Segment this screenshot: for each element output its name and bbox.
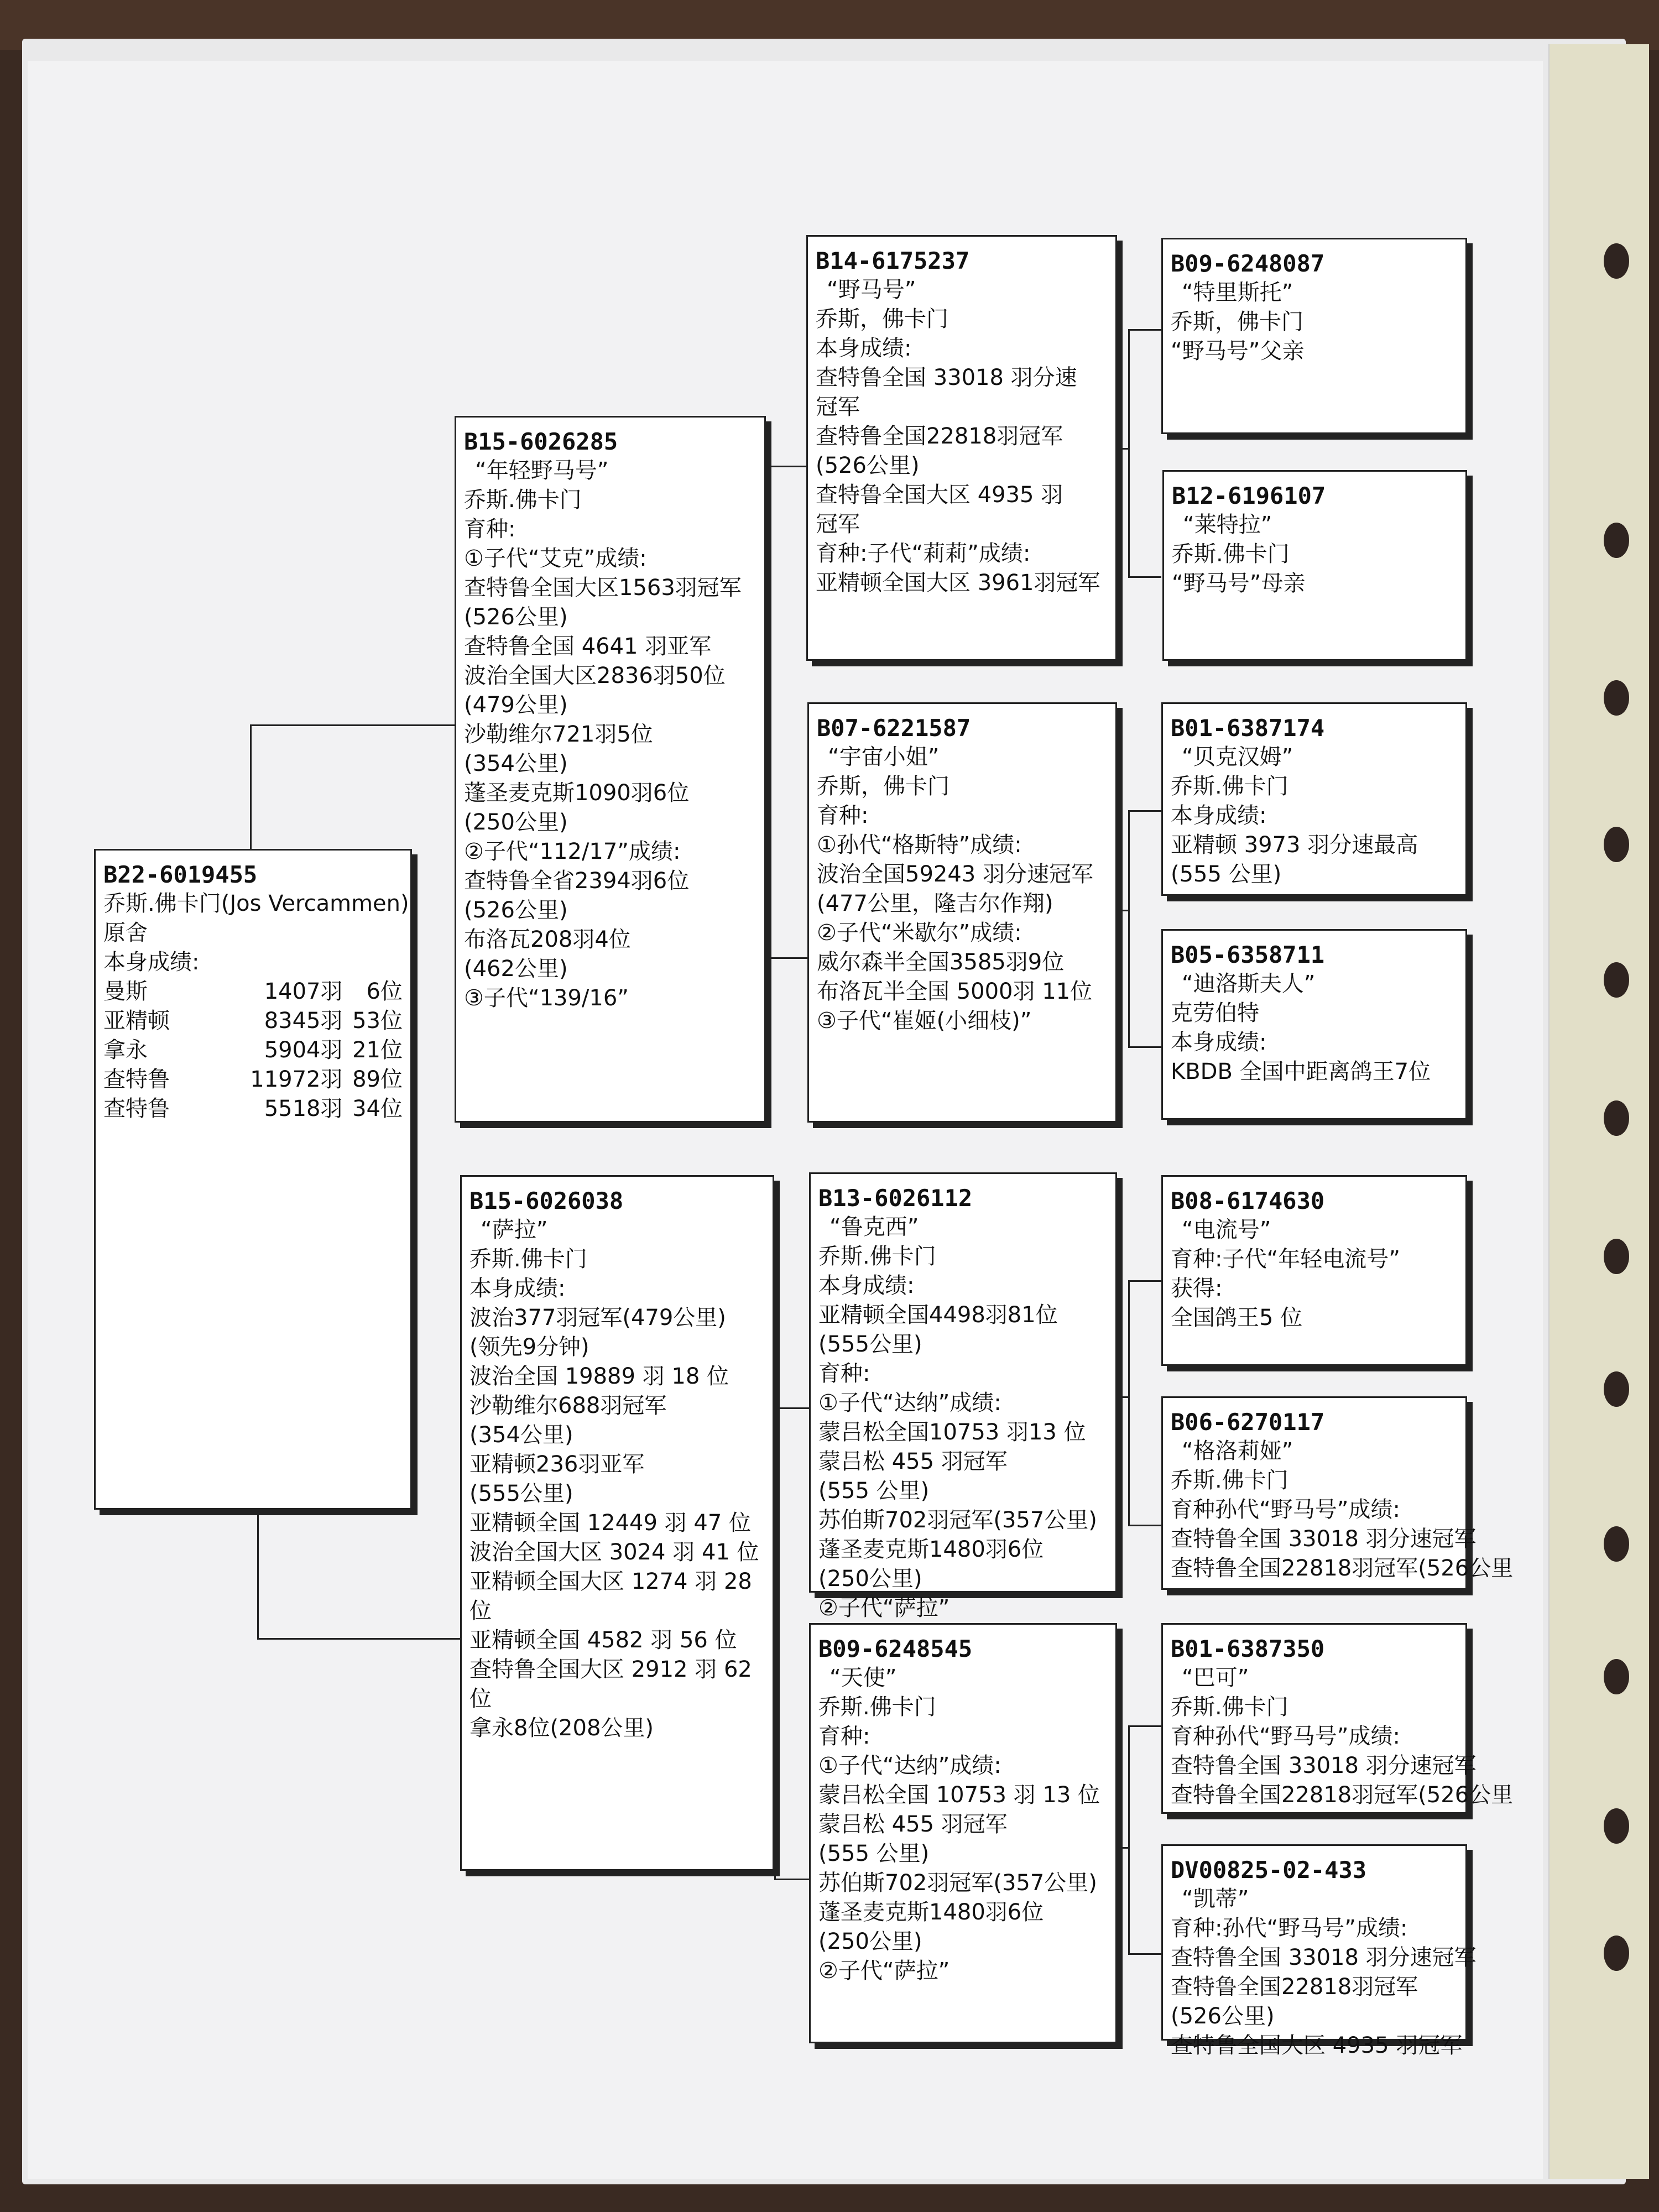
pedigree-text-line: 育种:孙代“野马号”成绩: [1171,1916,1408,1941]
pedigree-text-line: 育种:子代“莉莉”成绩: [816,541,1031,566]
connector-line [1128,1725,1130,1955]
pedigree-box-main [94,849,412,1510]
pedigree-text-line: 查特鲁全国大区 4935 羽冠军 [1171,2033,1463,2058]
pedigree-text-line: ②子代“萨拉” [818,1595,950,1621]
connector-line [774,1407,810,1409]
pedigree-text-line: 育种孙代“野马号”成绩: [1171,1497,1400,1522]
pedigree-text-line: 乔斯，佛卡门 [1171,309,1303,335]
pedigree-text-line: (526公里) [1171,2004,1275,2029]
pedigree-text-line: 本身成绩: [469,1276,566,1301]
punch-hole [1604,680,1629,716]
pedigree-text-line: 获得: [1171,1276,1223,1301]
pedigree-text-line: 查特鲁全国22818羽冠军 [816,424,1063,449]
connector-line [1117,910,1129,911]
pedigree-box-sire [455,416,766,1123]
pedigree-text-line: 本身成绩: [816,336,912,361]
pedigree-box-sire-sire [806,235,1117,661]
ring-number: B05-6358711 [1171,941,1325,968]
pedigree-text-line: (526公里) [464,604,568,630]
pedigree-text-line: (250公里) [818,1566,922,1592]
pedigree-text-line: 本身成绩: [1171,803,1267,828]
bird-name: “鲁克西” [830,1214,919,1240]
result-row [103,1065,403,1094]
race-rank: 89位 [352,1067,403,1092]
connector-line [774,1879,810,1880]
race-rank: 34位 [352,1096,403,1121]
pedigree-text-line: ①孙代“格斯特”成绩: [817,832,1022,858]
bird-name: “野马号” [827,277,916,302]
pedigree-text-line: 育种: [817,803,869,828]
pedigree-text-line: 查特鲁全国22818羽冠军(526公里 [1171,1556,1514,1581]
pedigree-text-line: (555 公里) [818,1841,930,1866]
ring-number: B15-6026038 [469,1187,624,1214]
race-rank: 53位 [352,1008,403,1034]
race-rank: 6位 [366,979,403,1004]
ring-number: DV00825-02-433 [1171,1856,1367,1884]
pedigree-text-line: 沙勒维尔721羽5位 [464,722,653,747]
pedigree-box-gg3 [1161,702,1467,896]
pedigree-text-line: ②子代“112/17”成绩: [464,839,681,864]
pedigree-text-line: ③子代“139/16” [464,985,629,1011]
punch-hole [1604,827,1629,862]
pedigree-box-gg6 [1161,1396,1514,1590]
owner-text: 乔斯.佛卡门(Jos Vercammen) [103,891,409,916]
pedigree-text-line: (555公里) [818,1332,922,1357]
bird-name: “格洛莉娅” [1182,1438,1293,1464]
bird-name: “莱特拉” [1183,512,1272,538]
race-place: 查特鲁 [103,1096,170,1121]
race-birds: 11972羽 [250,1067,343,1092]
bird-name: “宇宙小姐” [828,744,940,770]
pedigree-text-line: 蓬圣麦克斯1480羽6位 [818,1900,1044,1925]
bird-name: “特里斯托” [1182,280,1293,305]
ring-number: B01-6387174 [1171,714,1325,742]
pedigree-text-line: ③子代“崔姬(小细枝)” [817,1008,1032,1034]
pedigree-text-line: 亚精顿236羽亚军 [469,1452,645,1477]
pedigree-text-line: ①子代“艾克”成绩: [464,546,647,571]
result-row [103,1006,403,1036]
punch-hole [1604,1100,1629,1136]
connector-line [257,1638,462,1640]
ring-number: B09-6248545 [818,1635,973,1662]
pedigree-text-line: 亚精顿全国 4582 羽 56 位 [469,1627,737,1653]
pedigree-text-line: (526公里) [816,453,920,478]
pedigree-text-line: 查特鲁全国 33018 羽分速冠军 [1171,1526,1477,1552]
pedigree-text-line: (555 公里) [1171,862,1282,887]
bird-name: “天使” [830,1665,897,1691]
pedigree-text-line: 乔斯.佛卡门 [469,1246,587,1272]
pedigree-text-line: 亚精顿全国4498羽81位 [818,1302,1058,1328]
ring-number: B06-6270117 [1171,1408,1325,1436]
connector-line [766,957,807,959]
bird-name: “萨拉” [481,1217,548,1243]
connector-line [1117,448,1129,450]
pedigree-text-line: (354公里) [469,1422,573,1448]
pedigree-text-line: 冠军 [816,394,860,420]
bird-name: “贝克汉姆” [1182,744,1293,770]
bird-name: “凯蒂” [1182,1886,1249,1912]
pedigree-text-line: 乔斯.佛卡门 [464,487,582,513]
pedigree-text-line: 查特鲁全国大区 4935 羽 [816,482,1063,508]
pedigree-text-line: 冠军 [816,512,860,537]
pedigree-text-line: 威尔森半全国3585羽9位 [817,950,1065,975]
pedigree-text-line: 蒙吕松 455 羽冠军 [818,1812,1008,1837]
punch-hole [1604,1936,1629,1971]
punch-hole [1604,523,1629,558]
ring-number: B07-6221587 [817,714,971,742]
pedigree-text-line: 育种: [818,1361,870,1386]
punch-hole [1604,1526,1629,1562]
connector-line [1128,1280,1161,1282]
pedigree-text-line: 蓬圣麦克斯1480羽6位 [818,1537,1044,1562]
pedigree-text-line: 查特鲁全国22818羽冠军 [1171,1974,1418,2000]
pedigree-text-line: 苏伯斯702羽冠军(357公里) [818,1870,1097,1896]
punch-hole [1604,243,1629,279]
result-row [103,977,403,1006]
result-row [103,1094,403,1124]
pedigree-text-line: 布洛瓦半全国 5000羽 11位 [817,979,1093,1004]
pedigree-text-line: ②子代“萨拉” [818,1958,950,1984]
pedigree-text-line: 布洛瓦208羽4位 [464,927,631,952]
pedigree-text-line: 拿永8位(208公里) [469,1715,654,1741]
pedigree-text-line: (526公里) [464,898,568,923]
ring-number: B12-6196107 [1172,482,1326,509]
pedigree-text-line: (250公里) [464,810,568,835]
pedigree-box-gg7 [1161,1623,1514,1814]
results-table [103,977,403,1124]
pedigree-text-line: 蒙吕松全国10753 羽13 位 [818,1420,1086,1445]
pedigree-text-line: 育种孙代“野马号”成绩: [1171,1724,1400,1749]
punch-hole [1604,1659,1629,1694]
pedigree-text-line: (领先9分钟) [469,1334,589,1360]
pedigree-text-line: 沙勒维尔688羽冠军 [469,1393,667,1418]
pedigree-text-line: 育种: [818,1724,870,1749]
pedigree-text-line: 查特鲁全国22818羽冠军(526公里 [1171,1782,1514,1808]
origin-text: 原舍 [103,920,148,946]
punch-hole [1604,1808,1629,1844]
race-place: 拿永 [103,1037,148,1063]
pedigree-text-line: 全国鸽王5 位 [1171,1305,1303,1331]
pedigree-text-line: 蒙吕松 455 羽冠军 [818,1449,1008,1474]
ring-number: B13-6026112 [818,1185,973,1212]
pedigree-text-line: 位 [469,1598,492,1624]
pedigree-text-line: (555公里) [469,1481,573,1506]
punch-hole [1604,1239,1629,1274]
results-title: 本身成绩: [103,950,200,975]
pedigree-text-line: (250公里) [818,1929,922,1954]
connector-line [257,1510,259,1640]
pedigree-box-gg2 [1162,470,1467,661]
bird-name: “迪洛斯夫人” [1182,971,1316,997]
race-birds: 8345羽 [264,1008,343,1034]
race-rank: 21位 [352,1037,403,1063]
pedigree-text-line: 查特鲁全国大区 2912 羽 62 [469,1657,752,1682]
ring-number: B09-6248087 [1171,250,1325,277]
pedigree-box-gg1 [1161,238,1467,434]
connector-line [1117,1847,1129,1849]
race-birds: 5904羽 [264,1037,343,1063]
race-place: 查特鲁 [103,1067,170,1092]
connector-line [766,466,807,467]
pedigree-text-line: 波治全国59243 羽分速冠军 [817,862,1093,887]
pedigree-text-line: ①子代“达纳”成绩: [818,1390,1001,1416]
race-place: 亚精顿 [103,1008,170,1034]
connector-line [774,1407,776,1880]
pedigree-text-line: 查特鲁全国 33018 羽分速冠军 [1171,1753,1477,1778]
punch-hole [1604,1371,1629,1407]
ring-number: B15-6026285 [464,428,618,455]
punch-hole [1604,962,1629,998]
connector-line [766,466,768,959]
connector-line [250,724,252,852]
connector-line [1128,1525,1161,1526]
pedigree-text-line: 乔斯.佛卡门 [1172,541,1290,567]
pedigree-box-dam [460,1175,774,1871]
race-place: 曼斯 [103,979,148,1004]
connector-line [1117,1396,1129,1398]
ring-number: B22-6019455 [103,861,258,888]
pedigree-text-line: “野马号”母亲 [1172,571,1306,596]
pedigree-text-line: 亚精顿全国 12449 羽 47 位 [469,1510,752,1536]
connector-line [250,724,456,726]
connector-line [1128,1953,1161,1955]
pedigree-text-line: 乔斯.佛卡门 [818,1244,936,1269]
connector-line [1128,329,1130,578]
pedigree-box-gg5 [1161,1175,1467,1366]
bird-name: “年轻野马号” [475,458,609,483]
pedigree-text-line: 育种: [464,517,516,542]
pedigree-text-line: 波治全国 19889 羽 18 位 [469,1364,729,1389]
pedigree-text-line: 查特鲁全国 33018 羽分速冠军 [1171,1945,1477,1970]
pedigree-text-line: 本身成绩: [1171,1030,1267,1055]
pedigree-text-line: 乔斯，佛卡门 [816,306,948,332]
pedigree-text-line: 查特鲁全国大区1563羽冠军 [464,575,742,601]
pedigree-text-line: 查特鲁全国 4641 羽亚军 [464,634,712,659]
pedigree-text-line: 亚精顿 3973 羽分速最高 [1171,832,1418,858]
pedigree-text-line: 查特鲁全国 33018 羽分速 [816,365,1077,390]
connector-line [1128,329,1161,331]
connector-line [1128,576,1161,578]
pedigree-text-line: 亚精顿全国大区 3961羽冠军 [816,570,1100,596]
pedigree-box-gg8 [1161,1844,1477,2058]
pedigree-box-dam-dam [809,1623,1117,2043]
result-row [103,1036,403,1065]
pedigree-text-line: 本身成绩: [818,1273,915,1298]
race-birds: 5518羽 [264,1096,343,1121]
pedigree-box-gg4 [1161,929,1467,1120]
connector-line [1128,1046,1161,1048]
ring-number: B08-6174630 [1171,1187,1325,1214]
pedigree-text-line: “野马号”父亲 [1171,338,1305,364]
pedigree-text-line: 位 [469,1686,492,1712]
pedigree-box-dam-sire [809,1172,1117,1621]
pedigree-text-line: 乔斯.佛卡门 [818,1694,936,1720]
pedigree-text-line: 苏伯斯702羽冠军(357公里) [818,1507,1097,1533]
sleeve-binding-strip [1548,44,1649,2179]
pedigree-text-line: 查特鲁全省2394羽6位 [464,868,690,894]
bird-name: “电流号” [1182,1217,1271,1243]
pedigree-box-sire-dam [807,702,1117,1123]
pedigree-text-line: 亚精顿全国大区 1274 羽 28 [469,1569,752,1594]
pedigree-text-line: 蒙吕松全国 10753 羽 13 位 [818,1782,1100,1808]
ring-number: B01-6387350 [1171,1635,1325,1662]
pedigree-text-line: ②子代“米歇尔”成绩: [817,920,1022,946]
pedigree-text-line: 克劳伯特 [1171,1000,1259,1026]
ring-number: B14-6175237 [816,247,970,274]
pedigree-text-line: (555 公里) [818,1478,930,1504]
pedigree-text-line: KBDB 全国中距离鸽王7位 [1171,1059,1431,1084]
connector-line [1128,1280,1130,1526]
pedigree-text-line: 乔斯.佛卡门 [1171,774,1288,799]
pedigree-text-line: ①子代“达纳”成绩: [818,1753,1001,1778]
pedigree-text-line: (477公里，隆吉尔作翔) [817,891,1053,916]
pedigree-text-line: 乔斯，佛卡门 [817,774,950,799]
pedigree-text-line: 乔斯.佛卡门 [1171,1694,1288,1720]
pedigree-text-line: (462公里) [464,956,568,982]
pedigree-text-line: 育种:子代“年轻电流号” [1171,1246,1400,1272]
pedigree-text-line: 蓬圣麦克斯1090羽6位 [464,780,690,806]
pedigree-text-line: 乔斯.佛卡门 [1171,1468,1288,1493]
connector-line [1128,810,1161,812]
connector-line [1128,1725,1161,1727]
pedigree-text-line: (479公里) [464,692,568,718]
pedigree-text-line: 波治全国大区2836羽50位 [464,663,726,688]
bird-name: “巴可” [1182,1665,1249,1691]
connector-line [1128,810,1130,1048]
pedigree-text-line: 波治全国大区 3024 羽 41 位 [469,1540,759,1565]
pedigree-text-line: (354公里) [464,751,568,776]
pedigree-text-line: 波治377羽冠军(479公里) [469,1305,726,1331]
race-birds: 1407羽 [264,979,343,1004]
